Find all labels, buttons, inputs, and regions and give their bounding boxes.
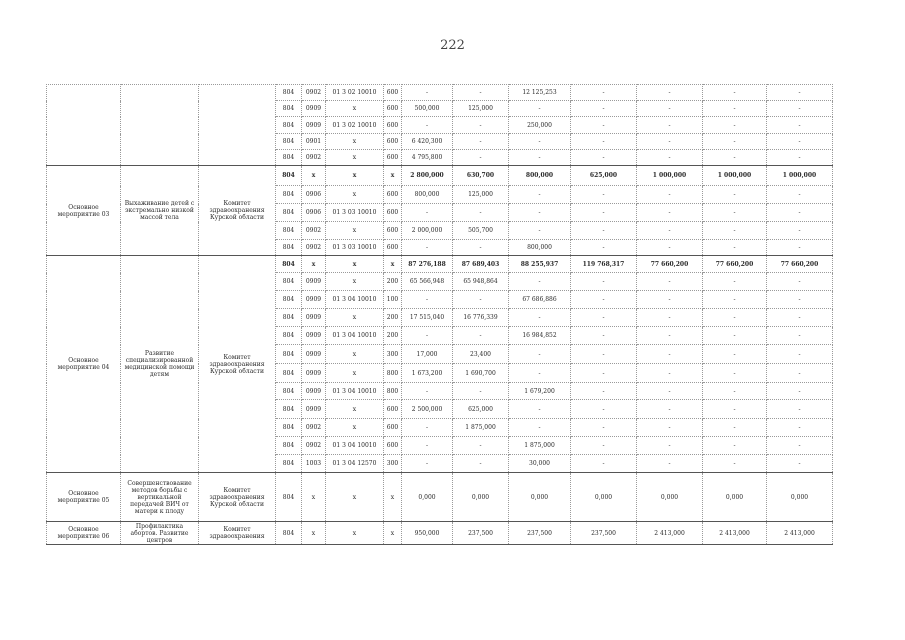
- grbs-cell: 804: [276, 291, 302, 309]
- value-7-cell: 77 660,200: [767, 256, 833, 273]
- grbs-cell: 804: [276, 437, 302, 455]
- value-4-cell: -: [571, 101, 637, 117]
- activity-cell: Основное мероприятие 03: [47, 166, 121, 256]
- grbs-cell: 804: [276, 400, 302, 419]
- grbs-cell: 804: [276, 273, 302, 291]
- value-1-cell: 6 420,300: [402, 134, 453, 150]
- value-4-cell: -: [571, 186, 637, 204]
- value-5-cell: -: [637, 345, 703, 364]
- value-3-cell: 1 679,200: [509, 383, 571, 400]
- value-2-cell: 505,700: [453, 222, 509, 240]
- value-7-cell: -: [767, 364, 833, 383]
- value-4-cell: -: [571, 364, 637, 383]
- value-3-cell: 30,000: [509, 455, 571, 473]
- value-4-cell: -: [571, 150, 637, 166]
- grbs-cell: 804: [276, 240, 302, 256]
- value-4-cell: -: [571, 240, 637, 256]
- expense-type-cell: 200: [384, 273, 402, 291]
- expense-type-cell: 300: [384, 455, 402, 473]
- value-6-cell: -: [703, 327, 767, 345]
- value-2-cell: -: [453, 383, 509, 400]
- value-7-cell: -: [767, 150, 833, 166]
- section-cell: 0902: [302, 222, 326, 240]
- target-article-cell: х: [326, 134, 384, 150]
- target-article-cell: х: [326, 309, 384, 327]
- target-article-cell: х: [326, 256, 384, 273]
- value-4-cell: 625,000: [571, 166, 637, 186]
- value-6-cell: -: [703, 364, 767, 383]
- value-7-cell: -: [767, 400, 833, 419]
- value-2-cell: -: [453, 240, 509, 256]
- value-6-cell: -: [703, 400, 767, 419]
- value-2-cell: 630,700: [453, 166, 509, 186]
- grbs-cell: 804: [276, 256, 302, 273]
- value-3-cell: -: [509, 222, 571, 240]
- value-4-cell: 237,500: [571, 522, 637, 545]
- value-7-cell: -: [767, 455, 833, 473]
- expense-type-cell: 300: [384, 345, 402, 364]
- value-2-cell: -: [453, 327, 509, 345]
- value-7-cell: -: [767, 222, 833, 240]
- value-4-cell: -: [571, 419, 637, 437]
- grbs-cell: 804: [276, 327, 302, 345]
- value-5-cell: -: [637, 240, 703, 256]
- value-6-cell: -: [703, 204, 767, 222]
- budget-table: [46, 84, 833, 545]
- value-7-cell: 0,000: [767, 473, 833, 522]
- value-6-cell: -: [703, 101, 767, 117]
- value-4-cell: -: [571, 85, 637, 101]
- section-cell: 0902: [302, 150, 326, 166]
- value-6-cell: -: [703, 186, 767, 204]
- value-4-cell: -: [571, 345, 637, 364]
- grbs-cell: 804: [276, 364, 302, 383]
- value-2-cell: 1 690,700: [453, 364, 509, 383]
- expense-type-cell: 600: [384, 419, 402, 437]
- grbs-cell: 804: [276, 101, 302, 117]
- expense-type-cell: 600: [384, 240, 402, 256]
- value-1-cell: 4 795,800: [402, 150, 453, 166]
- target-article-cell: х: [326, 273, 384, 291]
- value-5-cell: 2 413,000: [637, 522, 703, 545]
- value-3-cell: -: [509, 345, 571, 364]
- value-6-cell: 2 413,000: [703, 522, 767, 545]
- value-6-cell: 77 660,200: [703, 256, 767, 273]
- activity-cell: Основное мероприятие 05: [47, 473, 121, 522]
- grbs-cell: 804: [276, 222, 302, 240]
- value-6-cell: -: [703, 437, 767, 455]
- value-6-cell: -: [703, 309, 767, 327]
- target-article-cell: 01 3 04 10010: [326, 437, 384, 455]
- value-5-cell: -: [637, 117, 703, 134]
- value-5-cell: 77 660,200: [637, 256, 703, 273]
- value-5-cell: -: [637, 400, 703, 419]
- value-4-cell: 119 768,317: [571, 256, 637, 273]
- value-3-cell: -: [509, 419, 571, 437]
- value-7-cell: -: [767, 240, 833, 256]
- value-3-cell: -: [509, 150, 571, 166]
- value-5-cell: -: [637, 291, 703, 309]
- value-7-cell: -: [767, 383, 833, 400]
- value-1-cell: -: [402, 117, 453, 134]
- value-3-cell: -: [509, 204, 571, 222]
- target-article-cell: х: [326, 186, 384, 204]
- grbs-cell: 804: [276, 473, 302, 522]
- value-1-cell: 2 800,000: [402, 166, 453, 186]
- value-5-cell: -: [637, 455, 703, 473]
- value-6-cell: -: [703, 291, 767, 309]
- target-article-cell: х: [326, 345, 384, 364]
- value-2-cell: 23,400: [453, 345, 509, 364]
- expense-type-cell: 600: [384, 134, 402, 150]
- table-row: [47, 256, 833, 273]
- executor-cell: Комитет здравоохранения Курской области: [199, 256, 276, 473]
- value-7-cell: 1 000,000: [767, 166, 833, 186]
- target-article-cell: х: [326, 364, 384, 383]
- value-6-cell: 1 000,000: [703, 166, 767, 186]
- section-cell: х: [302, 473, 326, 522]
- target-article-cell: х: [326, 150, 384, 166]
- table-row: [47, 85, 833, 101]
- value-7-cell: -: [767, 101, 833, 117]
- value-5-cell: -: [637, 204, 703, 222]
- value-3-cell: 1 875,000: [509, 437, 571, 455]
- target-article-cell: х: [326, 419, 384, 437]
- value-3-cell: 800,000: [509, 166, 571, 186]
- activity-name-cell: Развитие специализированной медицинской помощи детям: [121, 256, 199, 473]
- value-1-cell: 0,000: [402, 473, 453, 522]
- section-cell: 0909: [302, 400, 326, 419]
- value-1-cell: 800,000: [402, 186, 453, 204]
- value-5-cell: 0,000: [637, 473, 703, 522]
- section-cell: 0909: [302, 364, 326, 383]
- section-cell: 0909: [302, 101, 326, 117]
- expense-type-cell: 200: [384, 327, 402, 345]
- grbs-cell: 804: [276, 85, 302, 101]
- value-2-cell: -: [453, 455, 509, 473]
- value-5-cell: -: [637, 101, 703, 117]
- section-cell: 0909: [302, 273, 326, 291]
- value-1-cell: 17,000: [402, 345, 453, 364]
- target-article-cell: х: [326, 101, 384, 117]
- activity-name-cell: Совершенствование методов борьбы с вертикальной передачей ВИЧ от матери к плоду: [121, 473, 199, 522]
- value-2-cell: 1 875,000: [453, 419, 509, 437]
- value-1-cell: -: [402, 437, 453, 455]
- value-2-cell: -: [453, 85, 509, 101]
- value-6-cell: -: [703, 455, 767, 473]
- value-1-cell: 1 673,200: [402, 364, 453, 383]
- value-6-cell: -: [703, 240, 767, 256]
- value-7-cell: -: [767, 291, 833, 309]
- value-3-cell: -: [509, 364, 571, 383]
- page-number: 222: [440, 38, 465, 53]
- executor-cell: Комитет здравоохранения: [199, 522, 276, 545]
- expense-type-cell: 100: [384, 291, 402, 309]
- section-cell: 0909: [302, 383, 326, 400]
- value-2-cell: 625,000: [453, 400, 509, 419]
- value-5-cell: -: [637, 222, 703, 240]
- expense-type-cell: 600: [384, 85, 402, 101]
- value-4-cell: -: [571, 437, 637, 455]
- value-2-cell: 87 689,403: [453, 256, 509, 273]
- expense-type-cell: 600: [384, 204, 402, 222]
- value-5-cell: -: [637, 364, 703, 383]
- value-1-cell: 950,000: [402, 522, 453, 545]
- section-cell: 0906: [302, 186, 326, 204]
- value-1-cell: -: [402, 204, 453, 222]
- expense-type-cell: 600: [384, 400, 402, 419]
- value-5-cell: -: [637, 134, 703, 150]
- activity-name-cell: [121, 85, 199, 166]
- activity-name-cell: Выхаживание детей с экстремально низкой массой тела: [121, 166, 199, 256]
- value-1-cell: 2 500,000: [402, 400, 453, 419]
- value-2-cell: -: [453, 291, 509, 309]
- value-7-cell: -: [767, 186, 833, 204]
- value-2-cell: 0,000: [453, 473, 509, 522]
- section-cell: 0906: [302, 204, 326, 222]
- target-article-cell: 01 3 02 10010: [326, 117, 384, 134]
- grbs-cell: 804: [276, 186, 302, 204]
- grbs-cell: 804: [276, 150, 302, 166]
- grbs-cell: 804: [276, 345, 302, 364]
- value-3-cell: 800,000: [509, 240, 571, 256]
- table-row: [47, 522, 833, 545]
- value-2-cell: -: [453, 437, 509, 455]
- value-7-cell: -: [767, 273, 833, 291]
- value-5-cell: 1 000,000: [637, 166, 703, 186]
- value-3-cell: -: [509, 101, 571, 117]
- expense-type-cell: 800: [384, 383, 402, 400]
- value-6-cell: -: [703, 419, 767, 437]
- value-1-cell: 500,000: [402, 101, 453, 117]
- value-5-cell: -: [637, 85, 703, 101]
- value-1-cell: 17 515,040: [402, 309, 453, 327]
- value-2-cell: -: [453, 134, 509, 150]
- section-cell: х: [302, 166, 326, 186]
- expense-type-cell: 600: [384, 101, 402, 117]
- value-3-cell: 250,000: [509, 117, 571, 134]
- value-7-cell: -: [767, 134, 833, 150]
- section-cell: 0909: [302, 291, 326, 309]
- value-6-cell: -: [703, 150, 767, 166]
- value-4-cell: -: [571, 455, 637, 473]
- target-article-cell: х: [326, 473, 384, 522]
- expense-type-cell: 600: [384, 437, 402, 455]
- target-article-cell: 01 3 02 10010: [326, 85, 384, 101]
- target-article-cell: х: [326, 222, 384, 240]
- value-4-cell: -: [571, 309, 637, 327]
- value-3-cell: 67 686,886: [509, 291, 571, 309]
- value-1-cell: 2 000,000: [402, 222, 453, 240]
- table-row: [47, 473, 833, 522]
- value-3-cell: -: [509, 273, 571, 291]
- value-4-cell: -: [571, 222, 637, 240]
- value-6-cell: -: [703, 345, 767, 364]
- grbs-cell: 804: [276, 117, 302, 134]
- value-1-cell: 87 276,188: [402, 256, 453, 273]
- value-6-cell: -: [703, 383, 767, 400]
- expense-type-cell: 600: [384, 222, 402, 240]
- section-cell: 0902: [302, 437, 326, 455]
- value-3-cell: 16 984,852: [509, 327, 571, 345]
- value-3-cell: 237,500: [509, 522, 571, 545]
- value-1-cell: -: [402, 383, 453, 400]
- value-3-cell: -: [509, 134, 571, 150]
- value-2-cell: 125,000: [453, 101, 509, 117]
- expense-type-cell: 600: [384, 150, 402, 166]
- value-1-cell: -: [402, 455, 453, 473]
- value-3-cell: -: [509, 400, 571, 419]
- value-5-cell: -: [637, 437, 703, 455]
- section-cell: 0909: [302, 345, 326, 364]
- grbs-cell: 804: [276, 522, 302, 545]
- value-5-cell: -: [637, 186, 703, 204]
- value-7-cell: -: [767, 437, 833, 455]
- target-article-cell: х: [326, 522, 384, 545]
- value-1-cell: -: [402, 291, 453, 309]
- target-article-cell: 01 3 03 10010: [326, 204, 384, 222]
- value-2-cell: -: [453, 204, 509, 222]
- value-5-cell: -: [637, 273, 703, 291]
- value-1-cell: -: [402, 327, 453, 345]
- section-cell: 0901: [302, 134, 326, 150]
- value-7-cell: -: [767, 345, 833, 364]
- value-4-cell: -: [571, 134, 637, 150]
- value-6-cell: -: [703, 273, 767, 291]
- value-3-cell: 88 255,937: [509, 256, 571, 273]
- value-2-cell: 65 948,864: [453, 273, 509, 291]
- value-1-cell: 65 566,948: [402, 273, 453, 291]
- value-6-cell: 0,000: [703, 473, 767, 522]
- section-cell: 0909: [302, 327, 326, 345]
- activity-cell: [47, 85, 121, 166]
- grbs-cell: 804: [276, 419, 302, 437]
- target-article-cell: х: [326, 400, 384, 419]
- expense-type-cell: 600: [384, 186, 402, 204]
- value-7-cell: -: [767, 117, 833, 134]
- section-cell: х: [302, 522, 326, 545]
- value-4-cell: 0,000: [571, 473, 637, 522]
- value-4-cell: -: [571, 400, 637, 419]
- executor-cell: Комитет здравоохранения Курской области: [199, 473, 276, 522]
- value-5-cell: -: [637, 419, 703, 437]
- value-2-cell: 237,500: [453, 522, 509, 545]
- value-6-cell: -: [703, 117, 767, 134]
- grbs-cell: 804: [276, 455, 302, 473]
- value-3-cell: 12 125,253: [509, 85, 571, 101]
- activity-cell: Основное мероприятие 06: [47, 522, 121, 545]
- section-cell: х: [302, 256, 326, 273]
- value-1-cell: -: [402, 240, 453, 256]
- target-article-cell: 01 3 04 10010: [326, 327, 384, 345]
- value-1-cell: -: [402, 419, 453, 437]
- target-article-cell: 01 3 04 10010: [326, 383, 384, 400]
- value-4-cell: -: [571, 273, 637, 291]
- value-3-cell: 0,000: [509, 473, 571, 522]
- value-7-cell: -: [767, 85, 833, 101]
- value-2-cell: -: [453, 117, 509, 134]
- target-article-cell: 01 3 03 10010: [326, 240, 384, 256]
- value-4-cell: -: [571, 291, 637, 309]
- table-body: [47, 85, 833, 545]
- section-cell: 0902: [302, 240, 326, 256]
- value-2-cell: 16 776,339: [453, 309, 509, 327]
- expense-type-cell: 600: [384, 117, 402, 134]
- expense-type-cell: х: [384, 256, 402, 273]
- section-cell: 0902: [302, 85, 326, 101]
- value-2-cell: -: [453, 150, 509, 166]
- value-3-cell: -: [509, 186, 571, 204]
- value-5-cell: -: [637, 150, 703, 166]
- value-6-cell: -: [703, 85, 767, 101]
- activity-name-cell: Профилактика абортов. Развитие центров: [121, 522, 199, 545]
- value-6-cell: -: [703, 134, 767, 150]
- value-7-cell: 2 413,000: [767, 522, 833, 545]
- value-4-cell: -: [571, 204, 637, 222]
- target-article-cell: 01 3 04 12570: [326, 455, 384, 473]
- expense-type-cell: х: [384, 166, 402, 186]
- section-cell: 0909: [302, 117, 326, 134]
- value-2-cell: 125,000: [453, 186, 509, 204]
- activity-cell: Основное мероприятие 04: [47, 256, 121, 473]
- grbs-cell: 804: [276, 383, 302, 400]
- executor-cell: Комитет здравоохранения Курской области: [199, 166, 276, 256]
- value-5-cell: -: [637, 309, 703, 327]
- value-7-cell: -: [767, 204, 833, 222]
- value-7-cell: -: [767, 327, 833, 345]
- expense-type-cell: 800: [384, 364, 402, 383]
- target-article-cell: 01 3 04 10010: [326, 291, 384, 309]
- executor-cell: [199, 85, 276, 166]
- grbs-cell: 804: [276, 166, 302, 186]
- value-3-cell: -: [509, 309, 571, 327]
- expense-type-cell: х: [384, 522, 402, 545]
- value-7-cell: -: [767, 419, 833, 437]
- value-5-cell: -: [637, 383, 703, 400]
- grbs-cell: 804: [276, 309, 302, 327]
- expense-type-cell: 200: [384, 309, 402, 327]
- value-4-cell: -: [571, 383, 637, 400]
- section-cell: 1003: [302, 455, 326, 473]
- expense-type-cell: х: [384, 473, 402, 522]
- grbs-cell: 804: [276, 134, 302, 150]
- table-row: [47, 166, 833, 186]
- value-4-cell: -: [571, 117, 637, 134]
- value-1-cell: -: [402, 85, 453, 101]
- value-4-cell: -: [571, 327, 637, 345]
- section-cell: 0902: [302, 419, 326, 437]
- value-6-cell: -: [703, 222, 767, 240]
- grbs-cell: 804: [276, 204, 302, 222]
- value-7-cell: -: [767, 309, 833, 327]
- value-5-cell: -: [637, 327, 703, 345]
- section-cell: 0909: [302, 309, 326, 327]
- target-article-cell: х: [326, 166, 384, 186]
